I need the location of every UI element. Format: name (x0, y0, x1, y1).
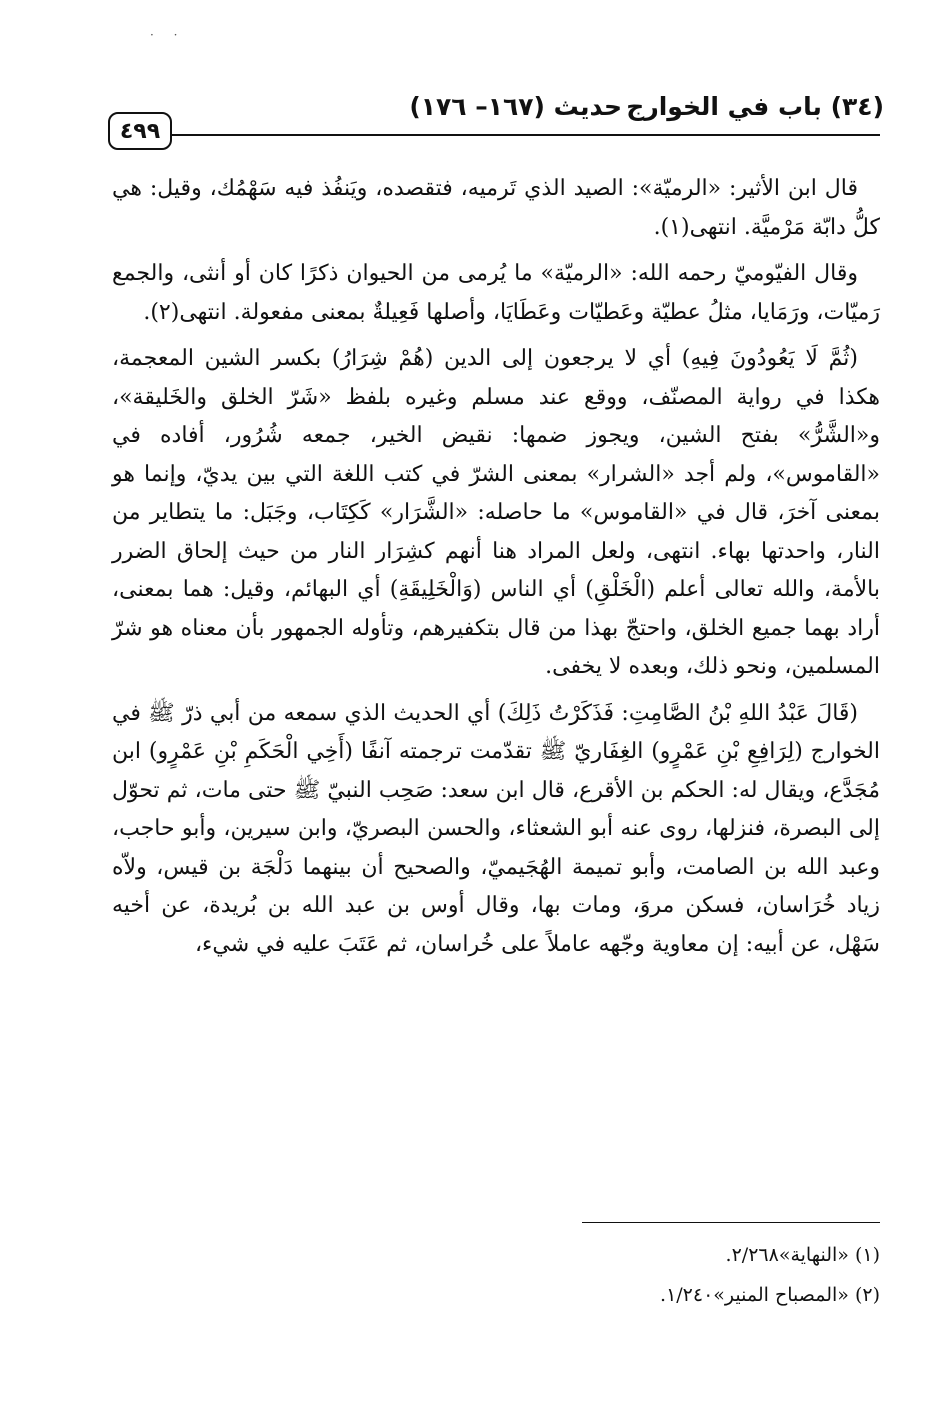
page-number: ٤٩٩ (119, 118, 161, 144)
paragraph: قال ابن الأثير: «الرميّة»: الصيد الذي تَرميه، فتقصده، ويَنفُذ فيه سَهْمُك، وقيل: هي كلُّ دابّة مَرْميَّة. انتهى(١). (112, 176, 880, 240)
paragraph: وقال الفيّوميّ رحمه الله: «الرميّة» ما يُرمى من الحيوان ذكرًا كان أو أنثى، والجمع رَميّات، ورَمَايا، مثلُ عطيّة وعَطيّات وعَطَايَا، وأصلها فَعِيلةٌ بمعنى مفعولة. انتهى(٢). (112, 261, 880, 325)
running-header (108, 92, 884, 132)
paragraph: (قَالَ عَبْدُ اللهِ بْنُ الصَّامِتِ: فَذَكَرْتُ ذَلِكَ) أي الحديث الذي سمعه من أبي ذرّ ﷺ في الخوارج (لِرَافِعِ بْنِ عَمْرٍو) الغِفَاريّ ﷺ تقدّمت ترجمته آنفًا (أَخِي الْحَكَمِ بْنِ عَمْرٍو) ابن مُجَدَّع، ويقال له: الحكم بن الأقرع، قال ابن سعد: صَحِب النبيّ ﷺ حتى مات، ثم تحوّل إلى البصرة، فنزلها، روى عنه أبو الشعثاء، والحسن البصريّ، وابن سيرين، وأبو حاجب، وعبد الله بن الصامت، وأبو تميمة الهُجَيميّ، والصحيح أن بينهما دَلْجَة بن قيس، ولاّه زياد خُرَاسان، فسكن مروَ، ومات بها، وقال أوس بن عبد الله بن بُريدة، عن أخيه سَهْل، عن أبيه: إن معاوية وجّهه عاملاً على خُراسان، ثم عَتَبَ عليه في شيء، (112, 700, 880, 957)
footnote: (٢) «المصباح المنير»١/٢٤٠. (660, 1284, 880, 1306)
paragraph: (ثُمَّ لَا يَعُودُونَ فِيهِ) أي لا يرجعون إلى الدين (هُمْ شِرَارُ) بكسر الشين المعجمة، هكذا في رواية المصنّف، ووقع عند مسلم وغيره بلفظ «شَرّ الخلق والخَليقة»، و«الشَّرُّ» بفتح الشين، ويجوز ضمها: نقيض الخير، جمعه شُرُور، أفاده في «القاموس»، ولم أجد «الشرار» بمعنى الشرّ في كتب اللغة التي بين يديّ، وإنما هو بمعنى آخرَ، قال في «القاموس» ما حاصله: «الشَّرَار» كَكِتَاب، وجَبَل: ما يتطاير من النار، واحدتها بهاء. انتهى، ولعل المراد هنا أنهم كشِرَار النار من حيث إلحاق الضرر بالأمة، والله تعالى أعلم (الْخَلْقِ) أي الناس (وَالْخَلِيقَةِ) أي البهائم، وقيل: هما بمعنى، أراد بهما جميع الخلق، واحتجّ بهذا من قال بتكفيرهم، وتأوله الجمهور بأن معناه هو شرّ المسلمين، ونحو ذلك، وبعده لا يخفى. (112, 346, 880, 679)
footnotes (112, 1238, 880, 1318)
page-number-box (108, 112, 172, 150)
footnote: (١) «النهاية»٢/٢٦٨. (725, 1244, 880, 1266)
header-divider (170, 134, 880, 136)
scan-specks: · · (150, 28, 186, 42)
main-text (112, 170, 880, 972)
hadith-range: حديث (١٦٧– ١٧٦) (409, 92, 622, 121)
chapter-title: (٣٤) باب في الخوارج (626, 92, 884, 121)
footnote-divider (582, 1222, 880, 1223)
